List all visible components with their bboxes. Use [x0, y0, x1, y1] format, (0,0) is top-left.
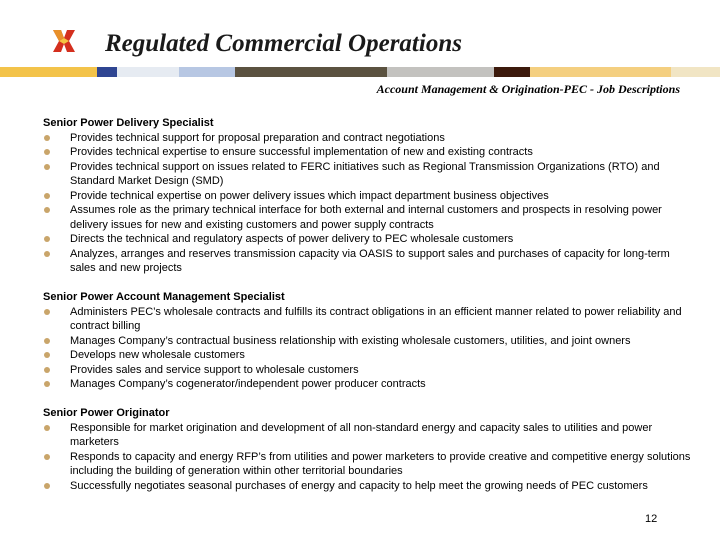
color-bar-segment — [235, 67, 387, 77]
list-item: Responsible for market origination and development of all non-standard energy and capacity sales to utilities and power marketers — [43, 421, 693, 450]
bullet-icon — [44, 309, 50, 315]
color-bar-segment — [179, 67, 235, 77]
job-descriptions — [43, 116, 693, 508]
section-power-originator — [43, 406, 693, 493]
color-bar-segment — [530, 67, 671, 77]
list-item: Administers PEC’s wholesale contracts and fulfills its contract obligations in an efficient manner related to power reliability and contract billing — [43, 305, 693, 334]
list-item: Analyzes, arranges and reserves transmission capacity via OASIS to support sales and purchases of capacity for long-term sales and new projects — [43, 247, 693, 276]
list-item: Provides technical support for proposal preparation and contract negotiations — [43, 131, 693, 146]
section-account-management-specialist — [43, 290, 693, 392]
color-bar-segment — [97, 67, 117, 77]
list-item: Manages Company’s contractual business relationship with existing wholesale customers, utilities, and joint owners — [43, 334, 693, 349]
bullet-icon — [44, 367, 50, 373]
bullet-icon — [44, 236, 50, 242]
bullet-icon — [44, 251, 50, 257]
color-bar-segment — [117, 67, 179, 77]
list-item: Responds to capacity and energy RFP’s from utilities and power marketers to provide creative and competitive energy solutions including the building of generation within other territorial boundaries — [43, 450, 693, 479]
list-item: Develops new wholesale customers — [43, 348, 693, 363]
list-item: Assumes role as the primary technical interface for both external and internal customers and prospects in resolving power delivery issues for new and existing customers and power supply contracts — [43, 203, 693, 232]
section-title: Senior Power Account Management Specialist — [43, 291, 285, 303]
list-item: Directs the technical and regulatory aspects of power delivery to PEC wholesale customers — [43, 232, 693, 247]
bullet-icon — [44, 483, 50, 489]
bullet-icon — [44, 149, 50, 155]
section-power-delivery-specialist — [43, 116, 693, 276]
color-bar-segment — [0, 67, 97, 77]
bullet-icon — [44, 164, 50, 170]
list-item: Provide technical expertise on power delivery issues which impact department business objectives — [43, 189, 693, 204]
page-title: Regulated Commercial Operations — [105, 30, 462, 57]
company-logo-icon — [49, 26, 79, 56]
list-item: Manages Company’s cogenerator/independent power producer contracts — [43, 377, 693, 392]
bullet-icon — [44, 207, 50, 213]
page-number: 12 — [645, 513, 658, 525]
bullet-icon — [44, 425, 50, 431]
page-subtitle: Account Management & Origination-PEC - Job Descriptions — [376, 82, 680, 96]
list-item: Successfully negotiates seasonal purchases of energy and capacity to help meet the growing needs of PEC customers — [43, 479, 693, 494]
list-item: Provides sales and service support to wholesale customers — [43, 363, 693, 378]
bullet-icon — [44, 454, 50, 460]
bullet-icon — [44, 381, 50, 387]
color-bar-segment — [387, 67, 494, 77]
section-title: Senior Power Originator — [43, 407, 170, 419]
color-bar-segment — [494, 67, 530, 77]
section-title: Senior Power Delivery Specialist — [43, 117, 214, 129]
color-bar — [0, 67, 720, 77]
color-bar-segment — [671, 67, 720, 77]
list-item: Provides technical support on issues related to FERC initiatives such as Regional Transmission Organizations (RTO) and Standard Market Design (SMD) — [43, 160, 693, 189]
bullet-icon — [44, 135, 50, 141]
bullet-icon — [44, 338, 50, 344]
bullet-icon — [44, 193, 50, 199]
list-item: Provides technical expertise to ensure successful implementation of new and existing contracts — [43, 145, 693, 160]
bullet-icon — [44, 352, 50, 358]
